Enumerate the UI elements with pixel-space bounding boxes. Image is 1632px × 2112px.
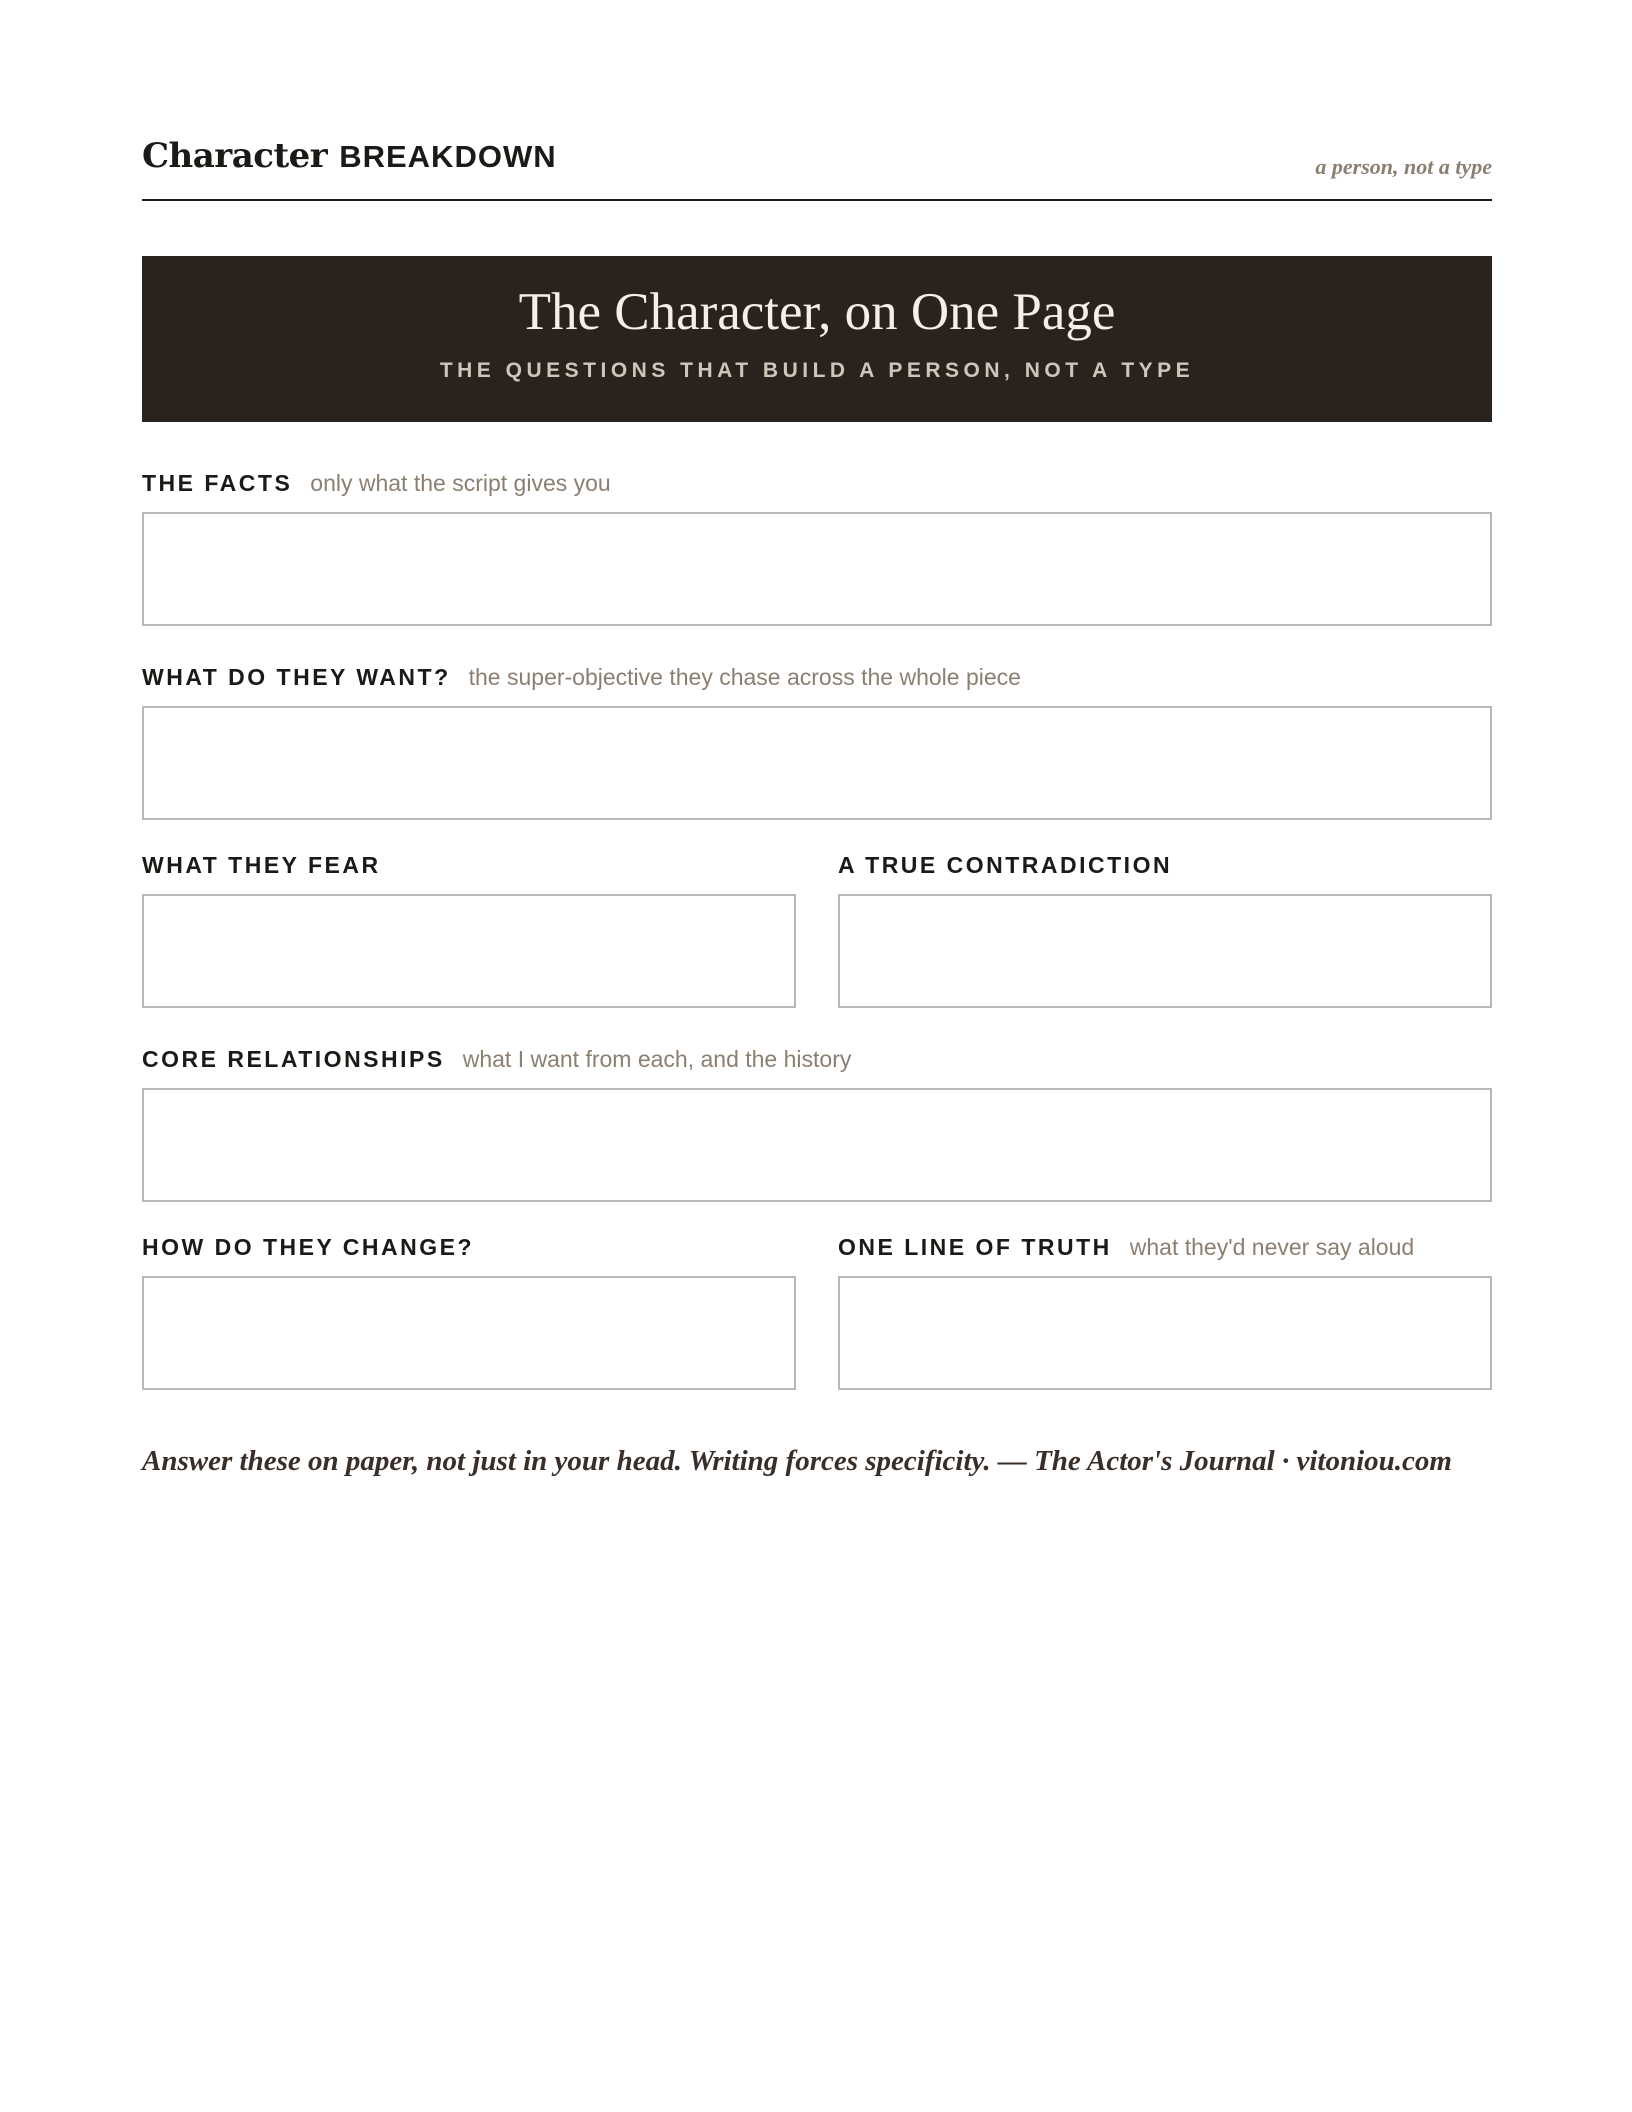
section-want-label: WHAT DO THEY WANT? (142, 664, 451, 690)
fear-answer-box[interactable] (142, 894, 796, 1008)
change-answer-box[interactable] (142, 1276, 796, 1390)
section-facts (142, 468, 1492, 628)
section-contradiction-header (838, 850, 1172, 880)
banner-title: The Character, on One Page (518, 283, 1116, 341)
title-banner (142, 256, 1492, 422)
brand-word-character: Character (142, 136, 328, 176)
section-facts-hint: only what the script gives you (310, 470, 611, 496)
brand-title (142, 136, 557, 176)
section-facts-label: THE FACTS (142, 470, 293, 496)
contradiction-answer-box[interactable] (838, 894, 1492, 1008)
section-change-header (142, 1232, 474, 1262)
page-header (142, 136, 1492, 201)
relationships-answer-box[interactable] (142, 1088, 1492, 1202)
facts-answer-box[interactable] (142, 512, 1492, 626)
section-relationships-hint: what I want from each, and the history (462, 1046, 852, 1072)
section-fear-header (142, 850, 381, 880)
section-contradiction-label: A TRUE CONTRADICTION (838, 852, 1173, 878)
section-relationships-label: CORE RELATIONSHIPS (142, 1046, 445, 1072)
section-want-header (142, 662, 1021, 692)
header-tagline: a person, not a type (1315, 154, 1492, 179)
section-truth-header (838, 1232, 1414, 1262)
section-facts-header (142, 468, 611, 498)
section-fear-label: WHAT THEY FEAR (142, 852, 381, 878)
section-truth-label: ONE LINE OF TRUTH (838, 1234, 1112, 1260)
section-relationships-header (142, 1044, 851, 1074)
banner-subtitle: THE QUESTIONS THAT BUILD A PERSON, NOT A TYPE (439, 359, 1195, 382)
section-want (142, 662, 1492, 822)
section-want-hint: the super-objective they chase across the whole piece (468, 664, 1021, 690)
truth-answer-box[interactable] (838, 1276, 1492, 1390)
section-change-label: HOW DO THEY CHANGE? (142, 1234, 475, 1260)
section-relationships (142, 1044, 1492, 1204)
footer-note: Answer these on paper, not just in your head. Writing forces specificity. — The Actor's Journal · vitoniou.com (142, 1445, 1452, 1477)
section-truth-hint: what they'd never say aloud (1129, 1234, 1415, 1260)
section-change (142, 1232, 796, 1392)
section-fear (142, 850, 796, 1010)
section-truth (838, 1232, 1492, 1392)
section-contradiction (838, 850, 1492, 1010)
brand-word-breakdown: BREAKDOWN (339, 139, 557, 174)
want-answer-box[interactable] (142, 706, 1492, 820)
